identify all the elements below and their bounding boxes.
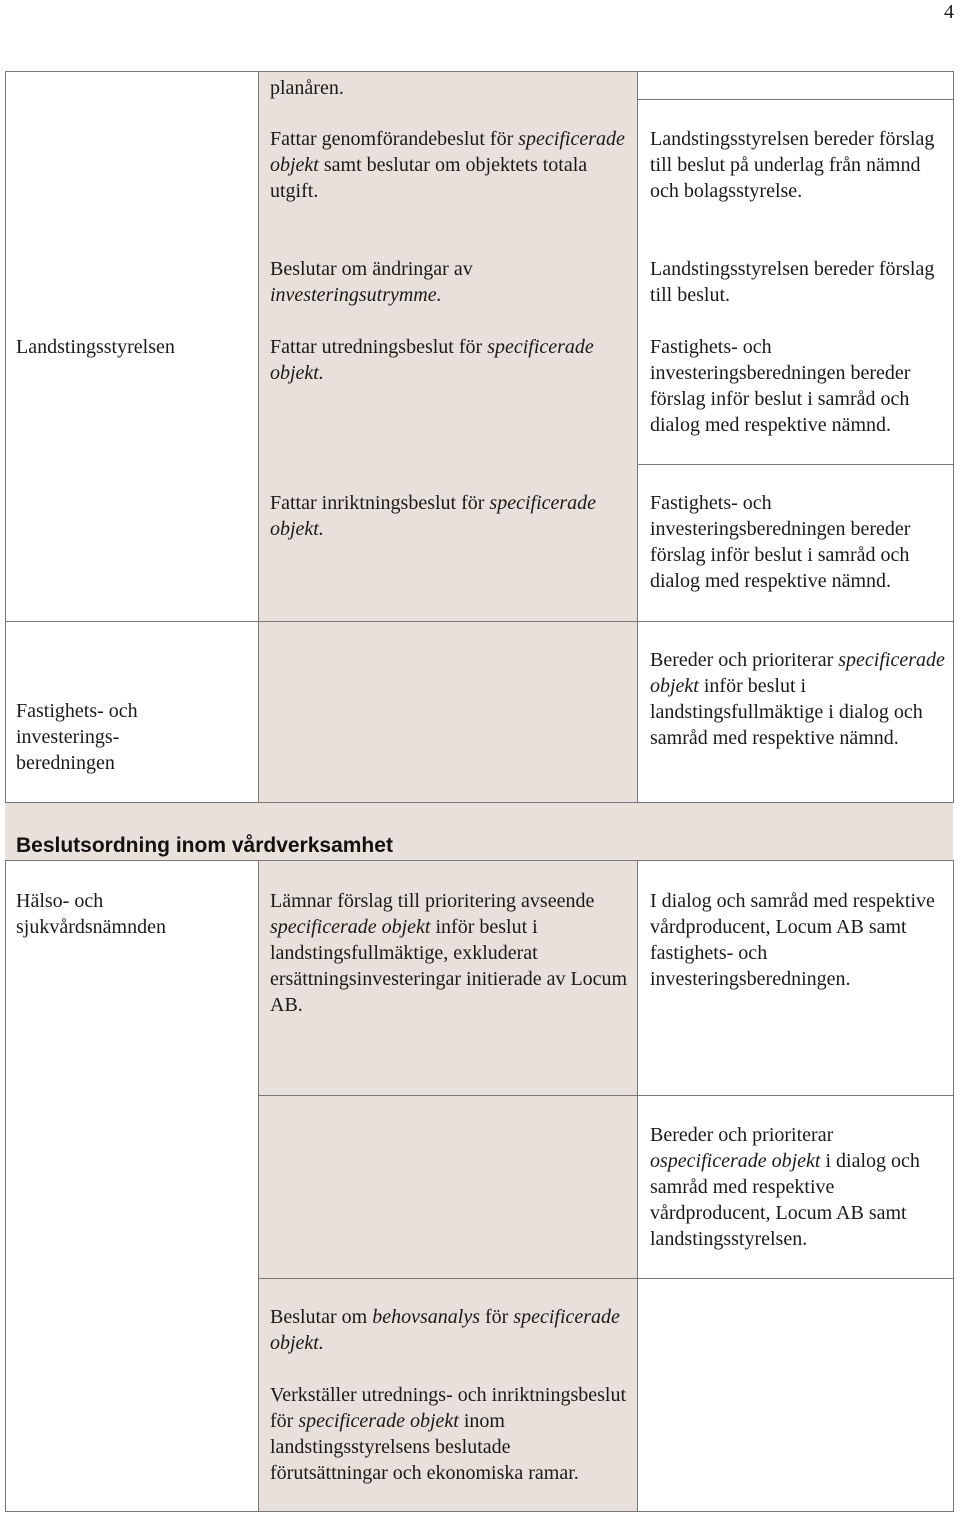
table-top-border xyxy=(5,71,954,72)
ls-col3-text-1: Fastighets- och investeringsberedningen bereder förslag inför beslut i samråd och dialog med respektive nämnd. xyxy=(650,336,911,436)
col3-divider-top xyxy=(637,99,954,100)
top-col3-text-2: Landstingsstyrelsen bereder förslag till beslut. xyxy=(650,258,935,306)
row-label-landstingsstyrelsen: Landstingsstyrelsen xyxy=(16,336,175,358)
page-number: 4 xyxy=(944,1,954,23)
top-col2-text-1: planåren. xyxy=(270,77,344,99)
row5-col3-text: Bereder och prioriterar ospecificerade objekt i dialog och samråd med respektive vårdproducent, Locum AB samt landstingsstyrelsen. xyxy=(650,1124,920,1250)
col1-col2-divider-upper xyxy=(258,71,259,803)
fib-col2-shade xyxy=(258,622,637,802)
hsn-col2-text: Lämnar förslag till prioritering avseende specificerade objekt inför beslut i landstingsfullmäktige, exkluderat ersättningsinvesteringar initierade av Locum AB. xyxy=(270,890,628,1016)
row-divider-heading-top xyxy=(5,802,954,803)
hsn-col3-text: I dialog och samråd med respektive vårdproducent, Locum AB samt fastighets- och investeringsberedningen. xyxy=(650,890,935,990)
row-divider-fib xyxy=(5,621,954,622)
row5-col2-shade xyxy=(258,1096,637,1278)
row6-col2-text-1: Beslutar om behovsanalys för specificerade objekt. xyxy=(270,1306,620,1354)
row6-col2-text-2: Verkställer utrednings- och inriktningsbeslut för specificerade objekt inom landstingsstyrelsens beslutade förutsättningar och ekonomiska ramar. xyxy=(270,1384,627,1484)
top-col2-text-3: Beslutar om ändringar av investeringsutrymme. xyxy=(270,258,473,306)
col2-col3-divider-upper xyxy=(637,71,638,803)
row-label-hsn: Hälso- och sjukvårdsnämnden xyxy=(16,890,166,938)
fib-col3-text: Bereder och prioriterar specificerade objekt inför beslut i landstingsfullmäktige i dialog och samråd med respektive nämnd. xyxy=(650,649,945,749)
table-right-border-lower xyxy=(953,860,954,1512)
col3-divider-a xyxy=(637,464,954,465)
col2-col3-divider-lower xyxy=(637,860,638,1512)
ls-col2-text-1: Fattar utredningsbeslut för specificerade objekt. xyxy=(270,336,594,384)
section-heading: Beslutsordning inom vårdverksamhet xyxy=(16,834,393,857)
row-label-fib: Fastighets- och investerings- beredningen xyxy=(16,700,138,774)
row-divider-row6 xyxy=(258,1278,954,1279)
top-col3-text-1: Landstingsstyrelsen bereder förslag till beslut på underlag från nämnd och bolagsstyrelse. xyxy=(650,128,935,202)
ls-col3-text-2: Fastighets- och investeringsberedningen bereder förslag inför beslut i samråd och dialog med respektive nämnd. xyxy=(650,492,911,592)
top-col2-text-2: Fattar genomförandebeslut för specificerade objekt samt beslutar om objektets totala utgift. xyxy=(270,128,625,202)
ls-col2-text-2: Fattar inriktningsbeslut för specificerade objekt. xyxy=(270,492,597,540)
table-bottom-border xyxy=(5,1511,954,1512)
table-left-border-lower xyxy=(5,860,6,1512)
row-divider-row5 xyxy=(258,1095,954,1096)
col1-col2-divider-lower xyxy=(258,860,259,1512)
row-divider-heading-bottom xyxy=(5,860,954,861)
table-left-border-upper xyxy=(5,71,6,803)
table-right-border-upper xyxy=(953,71,954,803)
